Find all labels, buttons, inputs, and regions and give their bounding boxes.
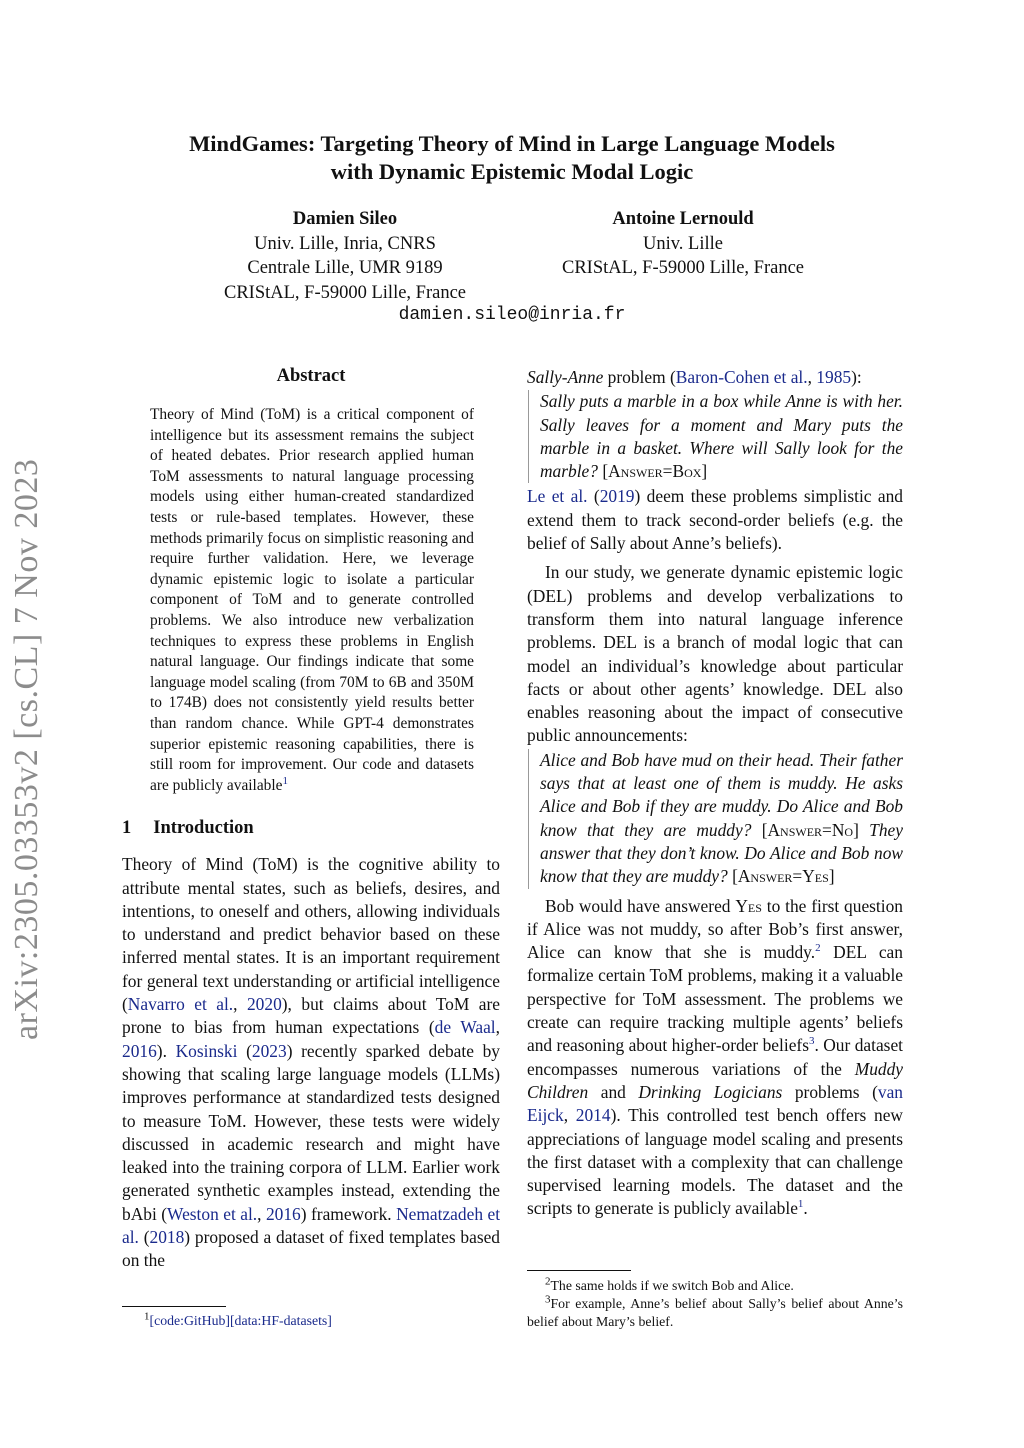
- study-paragraph: In our study, we generate dynamic epistemic logic (DEL) problems and develop verbalizations to transform them into natural language inference problems. DEL is a branch of modal logic that can model an individual’s knowledge about particular facts or about other agents’ knowledge. DEL also enables reasoning about the impact of consecutive public announcements:: [527, 562, 903, 746]
- bob-paragraph: Bob would have answered Yes to the first question if Alice was not muddy, so after Bob’s first answer, Alice can know that she is muddy.$^2$ DEL can formalize certain ToM problems, making it a valuable perspective for ToM assessment. The problems we create can require tracking multiple agents’ beliefs and reasoning about higher-order beliefs$^3$. Our dataset encompasses numerous variations of the Muddy Children and Drinking Logicians problems (van Eijck, 2014). This controlled test bench offers new appreciations of language model scaling and presents the first dataset with a complexity that can challenge supervised learning models. The dataset and the scripts to generate is publicly available$^1$.: [527, 895, 904, 1219]
- left-column: [122, 366, 500, 1273]
- author-block-1: [190, 207, 500, 305]
- citation-link[interactable]: Nematzadeh et al.: [122, 1203, 501, 1248]
- author-affiliation: CRIStAL, F-59000 Lille, France: [223, 282, 467, 303]
- answer-label: [Answer=No]: [761, 819, 859, 840]
- problem-name: Drinking Logicians: [638, 1081, 783, 1102]
- text-run: Bob would have answered: [545, 895, 736, 916]
- footnote-ref[interactable]: 1: [797, 1198, 804, 1211]
- citation-link[interactable]: Baron-Cohen et al.: [675, 367, 808, 387]
- author-email: damien.sileo@inria.fr: [398, 305, 626, 325]
- title-line-1: MindGames: Targeting Theory of Mind in Large Language Models: [189, 131, 835, 156]
- text-run: and: [588, 1081, 639, 1102]
- sally-anne-quote: [528, 390, 903, 483]
- problem-name: Muddy Children: [527, 1058, 903, 1102]
- le-paragraph: Le et al. (2019) deem these problems simplistic and extend them to track second-order beliefs (e.g. the belief of Sally about Anne’s beliefs).: [527, 486, 904, 554]
- arxiv-identifier-stamp: arXiv:2305.03353v2 [cs.CL] 7 Nov 2023: [8, 458, 45, 1040]
- citation-link[interactable]: de Waal: [434, 1017, 496, 1038]
- author-affiliation: CRIStAL, F-59000 Lille, France: [561, 258, 805, 278]
- citation-link[interactable]: Le et al.: [527, 486, 588, 507]
- text-run: ) framework.: [300, 1203, 397, 1224]
- citation-year-link[interactable]: 2018: [149, 1227, 185, 1248]
- author-name: Antoine Lernould: [612, 209, 754, 229]
- citation-year-link[interactable]: 1985: [816, 367, 852, 387]
- yes-word: Yes: [735, 895, 762, 916]
- footnotes-right: [527, 1277, 903, 1331]
- footnote-ref[interactable]: 1: [282, 774, 288, 787]
- problem-name: Sally-Anne: [527, 367, 604, 387]
- section-heading: [122, 818, 500, 839]
- footnote-ref[interactable]: 2: [815, 942, 821, 955]
- answer-label: [Answer=Yes]: [732, 866, 835, 887]
- author-block-2: [528, 207, 838, 281]
- citation-year-link[interactable]: 2019: [599, 486, 635, 507]
- citation-year-link[interactable]: 2016: [122, 1040, 157, 1061]
- text-run: to the first question if Alice was not muddy, so after Bob’s first answer, Alice can know that she is muddy.: [527, 895, 903, 963]
- intro-paragraph: Theory of Mind (ToM) is the cognitive ability to attribute mental states, such as beliefs, desires, and intentions, to oneself and others, allowing individuals to understand and predict behavior based on these inferred mental states. It is an important requirement for general text understanding or artificial intelligence (Navarro et al., 2020), but claims about ToM are prone to bias from human expectations (de Waal, 2016). Kosinski (2023) recently sparked debate by showing that scaling large language models (LLMs) improves performance at standardized tests designed to measure ToM. However, these tests were widely discussed in academic research and might have leaked into the training corpora of LLM. Earlier work generated synthetic examples instead, extending the bAbi (Weston et al., 2016) framework. Nematzadeh et al. (2018) proposed a dataset of fixed templates based on the: [122, 854, 501, 1271]
- answer-label: [Answer=Box]: [602, 461, 708, 482]
- author-affiliation: Centrale Lille, UMR 9189: [247, 258, 443, 278]
- text-run: problems (: [782, 1081, 878, 1102]
- footnote-ref[interactable]: 3: [808, 1035, 815, 1048]
- footnote-1: [144, 1310, 332, 1329]
- text-run: .: [803, 1198, 808, 1219]
- text-run: Theory of Mind (ToM) is the cognitive ability to attribute mental states, such as beliefs, desires, and intentions, to oneself and others, allowing individuals to understand and predict behavior based on these inferred mental states. It is an important requirement for general text understanding or artificial intelligence (: [122, 854, 500, 1015]
- footnote-text: The same holds if we switch Bob and Alice.: [550, 1278, 794, 1293]
- text-run: ) proposed a dataset of fixed templates based on the: [122, 1227, 501, 1271]
- quote-text: Alice and Bob have mud on their head. Their father says that at least one of them is muddy. He asks Alice and Bob if they are muddy. Do Alice and Bob know that they are muddy?: [540, 749, 903, 840]
- title-line-2: with Dynamic Epistemic Modal Logic: [330, 159, 694, 184]
- quote-text: They answer that they don’t know. Do Alice and Bob now know that they are muddy?: [540, 819, 903, 887]
- footnote-mark: 2: [545, 1275, 551, 1288]
- code-data-link[interactable]: [code:GitHub][data:HF-datasets]: [149, 1313, 332, 1328]
- citation-link[interactable]: Weston et al.: [167, 1203, 258, 1224]
- citation-link[interactable]: van Eijck: [527, 1081, 904, 1126]
- text-run: ):: [851, 367, 862, 387]
- text-run: . Our dataset encompasses numerous variations of the: [527, 1035, 903, 1079]
- author-affiliation: Univ. Lille: [643, 233, 723, 254]
- text-run: ).: [156, 1040, 176, 1061]
- section-title: Introduction: [153, 818, 254, 839]
- text-run: DEL can formalize certain ToM problems, making it a valuable perspective for ToM assessment. The problems we create can require tracking multiple agents’ beliefs and reasoning about higher-order beliefs: [527, 942, 903, 1056]
- abstract-body: [150, 405, 474, 796]
- abstract-text: Theory of Mind (ToM) is a critical component of intelligence but its assessment remains the subject of heated debates. Prior research applied human ToM assessments to natural language processing models using either human-created standardized tests or rule-based templates. However, these methods primarily focus on simplistic reasoning and require further validation. Here, we leverage dynamic epistemic logic to isolate a particular component of ToM and to generate controlled problems. We also introduce new verbalization techniques to express these problems in English natural language. Our findings indicate that some language model scaling (from 70M to 6B and 350M to 174B) does not consistently yield results better than random chance. While GPT-4 demonstrates superior epistemic reasoning capabilities, there is still room for improvement. Our code and datasets are publicly available: [150, 406, 474, 794]
- text-run: problem (: [603, 367, 676, 387]
- footnote-divider: [122, 1306, 226, 1307]
- author-name: Damien Sileo: [292, 209, 398, 229]
- sally-anne-intro: Sally-Anne problem (Baron-Cohen et al., 1985):: [527, 367, 862, 387]
- muddy-children-quote: [528, 749, 903, 889]
- citation-link[interactable]: Navarro et al.: [127, 994, 234, 1015]
- footnote-divider: [527, 1270, 631, 1271]
- citation-link[interactable]: Kosinski: [175, 1040, 238, 1061]
- quote-text: Sally puts a marble in a box while Anne is with her. Sally leaves for a moment and Mary puts the marble in a basket. Where will Sally look for the marble?: [540, 391, 903, 482]
- text-run: ) recently sparked debate by showing that scaling large language models (LLMs) improves performance at standardized tests designed to measure ToM. However, these tests were widely discussed in academic research and might have leaked into the training corpora of LLM. Earlier work generated synthetic examples instead, extending the bAbi (: [122, 1040, 500, 1224]
- text-run: ). This controlled test bench offers new appreciations of language model scaling and presents the first dataset with a complexity that can challenge supervised learning models. The dataset and the scripts to generate is publicly available: [527, 1105, 903, 1219]
- citation-year-link[interactable]: 2020: [246, 994, 282, 1015]
- text-run: ) deem these problems simplistic and extend them to track second-order beliefs (e.g. the belief of Sally about Anne’s beliefs).: [527, 486, 904, 554]
- author-affiliation: Univ. Lille, Inria, CNRS: [254, 233, 436, 254]
- citation-year-link[interactable]: 2023: [251, 1040, 287, 1061]
- right-column: [527, 366, 903, 1221]
- citation-year-link[interactable]: 2016: [265, 1203, 301, 1224]
- footnote-mark: 1: [144, 1310, 150, 1323]
- text-run: ), but claims about ToM are prone to bias from human expectations (: [122, 994, 500, 1038]
- section-number: 1: [122, 818, 132, 839]
- footnote-3: [527, 1295, 903, 1331]
- footnote-mark: 3: [545, 1293, 551, 1306]
- footnote-text: For example, Anne’s belief about Sally’s belief about Anne’s belief about Mary’s belief.: [527, 1296, 903, 1329]
- paper-title: [80, 130, 944, 186]
- footnote-2: [527, 1277, 903, 1295]
- abstract-heading: Abstract: [276, 366, 346, 386]
- citation-year-link[interactable]: 2014: [575, 1105, 611, 1126]
